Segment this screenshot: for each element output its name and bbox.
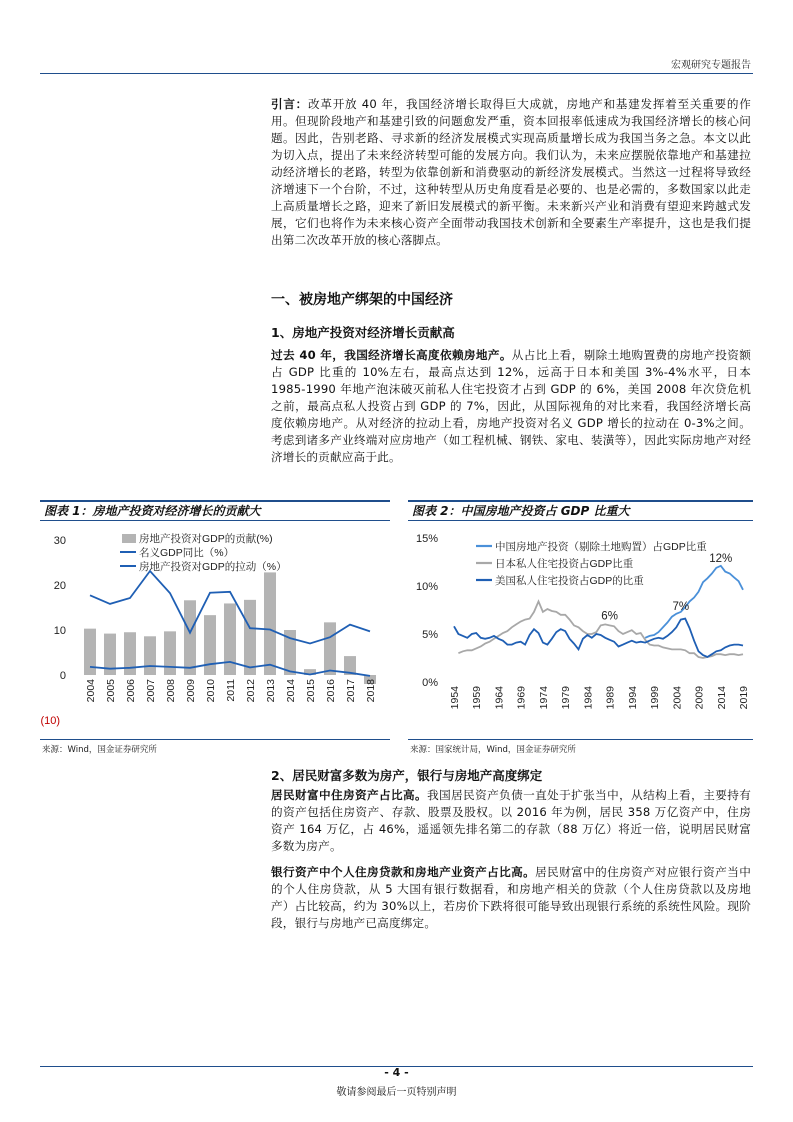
header-rule bbox=[40, 73, 753, 74]
legend-swatch bbox=[122, 534, 136, 543]
sub1-text: 从占比上看，剔除土地购置费的房地产投资额占 GDP 比重的 10%左右，最高点达到 12%，远高于日本和美国 3%-4%水平，日本 1985-1990 年地产泡沫破灭前私人住宅投资才占到 GDP 的 6%，美国 2008 年次贷危机之前，最高点私人投资占到 GDP 的 7%，因此，从国际视角的对比来看，我国经济增长高度依赖房地产。从对经济的拉动上看，房地产投资对名义 GDP 增长的拉动在 0-3%之间。考虑到诸多产业终端对应房地产（如工程机械、钢铁、家电、装潢等），因此实际房地产对经济增长的贡献应高于此。 bbox=[271, 348, 751, 464]
x-tick-label: 2018 bbox=[365, 679, 377, 703]
bar-2008 bbox=[164, 631, 176, 675]
legend-label: 房地产投资对GDP的拉动（%） bbox=[139, 561, 287, 573]
intro-lead: 引言： bbox=[271, 97, 309, 111]
bar-2010 bbox=[204, 615, 216, 675]
intro-paragraph bbox=[271, 96, 751, 249]
figure-2-title: 图表 2：中国房地产投资占 GDP 比重大 bbox=[408, 500, 753, 521]
x-tick-label: 1984 bbox=[582, 686, 595, 710]
y-tick-label: 10 bbox=[53, 625, 66, 637]
bar-2013 bbox=[264, 572, 276, 675]
figure-1-title: 图表 1：房地产投资对经济增长的贡献大 bbox=[40, 500, 390, 521]
section-title: 一、被房地产绑架的中国经济 bbox=[271, 292, 453, 308]
x-tick-label: 2017 bbox=[345, 679, 357, 703]
x-tick-label: 1999 bbox=[649, 686, 662, 710]
subsection-title-1: 1、房地产投资对经济增长贡献高 bbox=[271, 325, 455, 340]
bar-2007 bbox=[144, 636, 156, 675]
report-type-label: 宏观研究专题报告 bbox=[671, 60, 751, 71]
annotation-label: 7% bbox=[672, 600, 690, 613]
x-tick-label: 2007 bbox=[145, 679, 157, 703]
x-tick-label: 2009 bbox=[185, 679, 197, 703]
bar-2009 bbox=[184, 600, 196, 675]
x-tick-label: 1974 bbox=[537, 686, 550, 710]
x-tick-label: 1959 bbox=[471, 686, 484, 710]
bar-2016 bbox=[324, 622, 336, 675]
x-tick-label: 2004 bbox=[671, 686, 684, 710]
y-tick-label: 30 bbox=[53, 535, 66, 547]
subsection-2-paragraph-1 bbox=[271, 787, 751, 855]
annotation-label: 6% bbox=[601, 610, 618, 623]
x-tick-label: 1954 bbox=[449, 686, 461, 710]
series-line-2 bbox=[454, 619, 743, 657]
annotation-label: 12% bbox=[709, 552, 733, 565]
x-tick-label: 2006 bbox=[125, 679, 137, 703]
y-tick-label: 15% bbox=[415, 533, 438, 545]
figure-1-source: 来源：Wind，国金证券研究所 bbox=[42, 745, 157, 755]
x-tick-label: 2016 bbox=[325, 679, 337, 703]
y-tick-label: 20 bbox=[53, 580, 66, 592]
x-tick-label: 2013 bbox=[265, 679, 277, 703]
sub2-p2-lead: 银行资产中个人住房贷款和房地产业资产占比高。 bbox=[271, 865, 536, 879]
figure-2-bottom-rule bbox=[408, 739, 753, 740]
subsection-2-paragraph-2 bbox=[271, 864, 751, 932]
sub2-p1-text: 我国居民资产负债一直处于扩张当中，从结构上看，主要持有的资产包括住房资产、存款、股票及股权。以 2016 年为例，居民 358 万亿资产中，住房资产 164 万亿，占 46%，遥遥领先排名第二的存款（88 万亿）将近一倍，说明居民财富多数为房产。 bbox=[271, 788, 752, 853]
figure-1-bottom-rule bbox=[40, 739, 390, 740]
legend-label: 名义GDP同比（%） bbox=[139, 547, 235, 559]
intro-text: 改革开放 40 年，我国经济增长取得巨大成就，房地产和基建发挥着至关重要的作用。但现阶段地产和基建引致的问题愈发严重，资本回报率低速成为我国经济增长的核心问题。因此，告别老路、寻求新的经济发展模式实现高质量增长成为我国当务之急。本文以此为切入点，提出了未来经济转型可能的发展方向。我们认为，未来应摆脱依靠地产和基建拉动经济增长的老路，转型为依靠创新和消费驱动的新经济发展模式。当然这一过程将导致经济增速下一个台阶，不过，这种转型从历史角度看是必要的、也是必需的，多数国家以此走上高质量增长之路，迎来了新旧发展模式的新平衡。未来新兴产业和消费有望迎来跨越式发展，它们也将作为未来核心资产全面带动我国技术创新和全要素生产率提升，这也是我们提出第二次改革开放的核心落脚点。 bbox=[271, 97, 751, 247]
x-tick-label: 2014 bbox=[285, 679, 297, 703]
subsection-1-paragraph bbox=[271, 347, 751, 466]
y-tick-label: 0 bbox=[59, 670, 66, 682]
x-tick-label: 1964 bbox=[493, 686, 506, 710]
x-tick-label: 1979 bbox=[560, 686, 573, 710]
page-number: - 4 - bbox=[384, 1066, 409, 1079]
x-tick-label: 2014 bbox=[715, 686, 728, 710]
x-tick-label: 2004 bbox=[85, 679, 97, 703]
y-tick-label: 0% bbox=[422, 677, 438, 689]
x-tick-label: 2009 bbox=[693, 686, 706, 710]
series-line-0 bbox=[645, 566, 743, 638]
x-tick-label: 1994 bbox=[626, 686, 639, 710]
y-tick-label: 5% bbox=[422, 629, 438, 641]
x-tick-label: 2019 bbox=[738, 686, 750, 710]
sub2-p2-text: 居民财富中的住房资产对应银行资产当中的个人住房贷款，从 5 大国有银行数据看，和房地产相关的贷款（个人住房贷款以及房地产）占比较高，约为 30%以上，若房价下跌将很可能导致出现银行系统的系统性风险。现阶段，银行与房地产已高度绑定。 bbox=[271, 865, 751, 930]
legend-label: 美国私人住宅投资占GDP的比重 bbox=[495, 575, 644, 587]
y-tick-label: 10% bbox=[415, 581, 438, 593]
figure-2-chart bbox=[408, 524, 753, 738]
x-tick-label: 2008 bbox=[165, 679, 177, 703]
disclaimer: 敬请参阅最后一页特别声明 bbox=[336, 1087, 457, 1098]
x-tick-label: 1969 bbox=[515, 686, 528, 710]
legend-label: 中国房地产投资（剔除土地购置）占GDP比重 bbox=[495, 541, 707, 553]
sub1-lead: 过去 40 年，我国经济增长高度依赖房地产。 bbox=[271, 348, 512, 362]
x-tick-label: 2005 bbox=[105, 679, 117, 703]
x-tick-label: 1989 bbox=[604, 686, 617, 710]
bar-2012 bbox=[244, 600, 256, 675]
y-tick-label: (10) bbox=[40, 715, 60, 727]
bar-2011 bbox=[224, 603, 236, 675]
sub2-p1-lead: 居民财富中住房资产占比高。 bbox=[271, 788, 428, 802]
x-tick-label: 2012 bbox=[245, 679, 257, 703]
legend-label: 日本私人住宅投资占GDP比重 bbox=[495, 558, 634, 570]
x-tick-label: 2015 bbox=[305, 679, 317, 703]
figure-2-source: 来源：国家统计局，Wind，国金证券研究所 bbox=[410, 745, 576, 755]
subsection-title-2: 2、居民财富多数为房产，银行与房地产高度绑定 bbox=[271, 768, 543, 783]
legend-label: 房地产投资对GDP的贡献(%) bbox=[139, 533, 273, 545]
x-tick-label: 2011 bbox=[225, 679, 237, 702]
x-tick-label: 2010 bbox=[205, 679, 217, 703]
figure-1-chart bbox=[40, 524, 390, 738]
